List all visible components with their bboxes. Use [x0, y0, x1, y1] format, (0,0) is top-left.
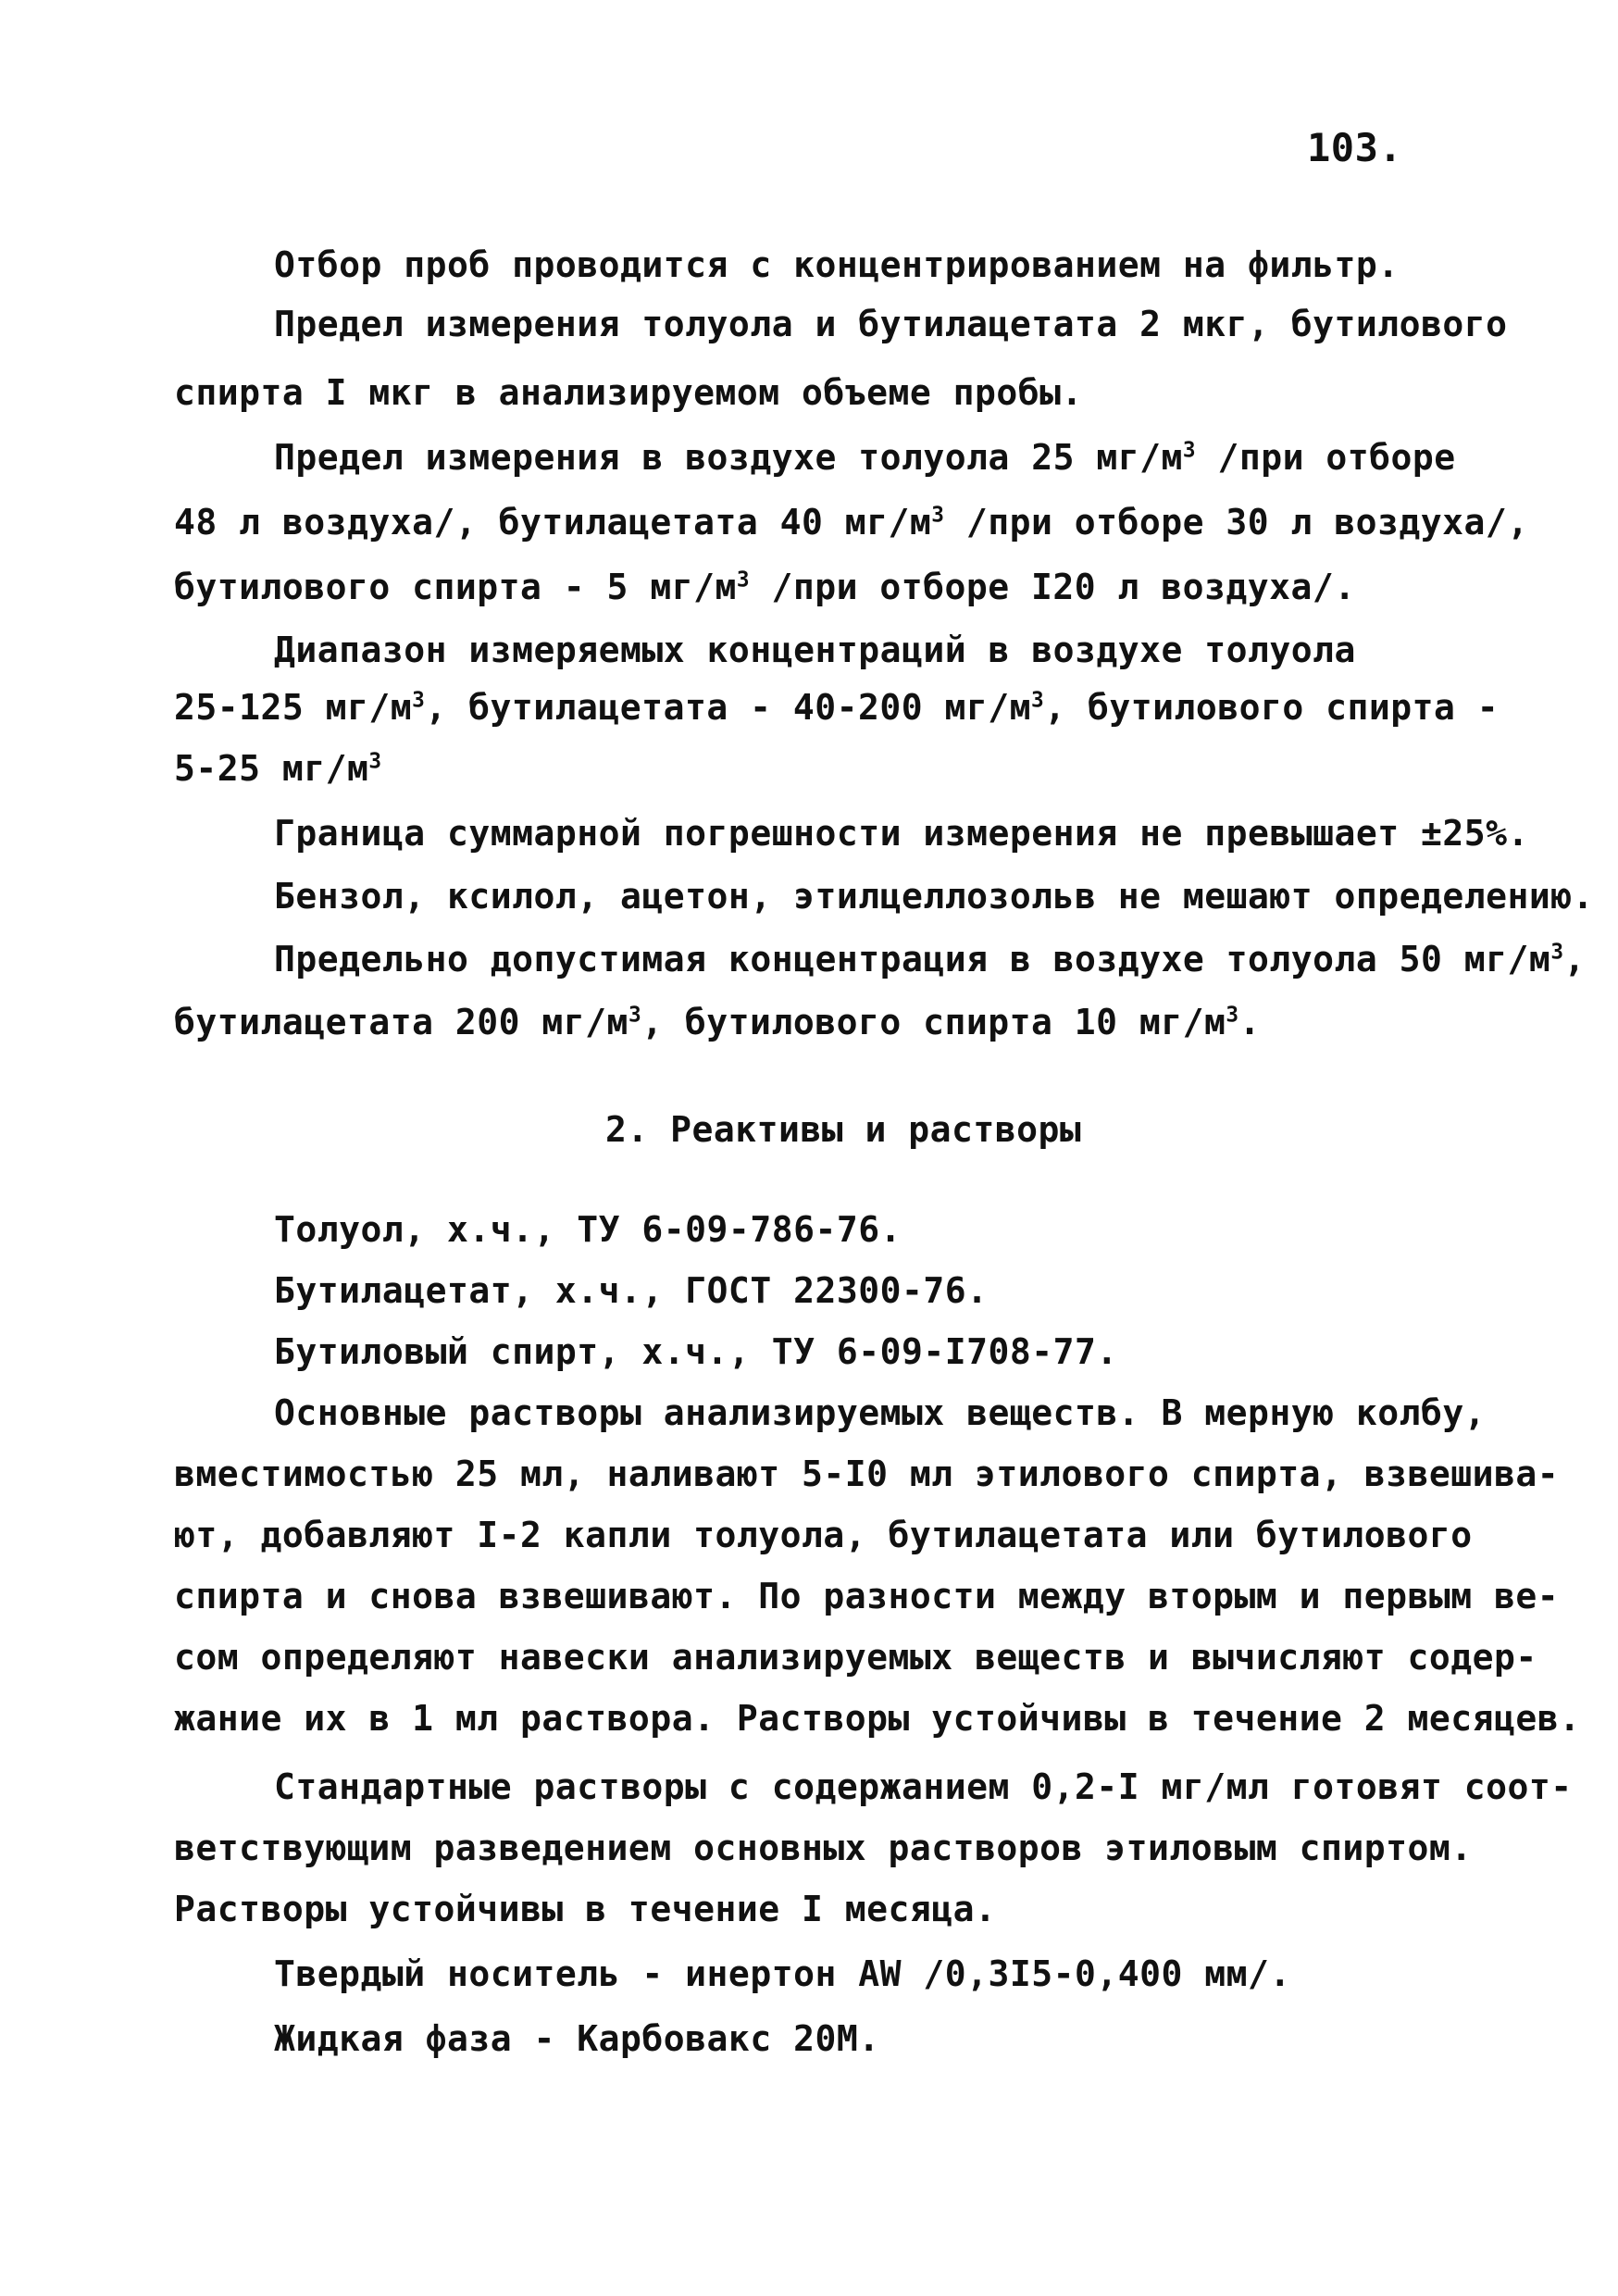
text-line: сом определяют навески анализируемых веществ и вычисляют содер-: [174, 1637, 1537, 1678]
reagent-line: Толуол, х.ч., ТУ 6-09-786-76.: [274, 1209, 902, 1250]
text-line: Растворы устойчивы в течение I месяца.: [174, 1889, 997, 1929]
reagent-line: Бутилацетат, х.ч., ГОСТ 22300-76.: [274, 1270, 989, 1311]
text-line: Бензол, ксилол, ацетон, этилцеллозольв не мешают определению.: [274, 876, 1595, 917]
text-line: вместимостью 25 мл, наливают 5-I0 мл этилового спирта, взвешива-: [174, 1454, 1560, 1494]
text-line: Предел измерения толуола и бутилацетата 2 мкг, бутилового: [274, 304, 1508, 344]
text-line: Отбор проб проводится с концентрированием на фильтр.: [274, 244, 1400, 285]
superscript: 3: [628, 1003, 642, 1028]
text-line: 5-25 $мг/м^3$: [174, 748, 382, 789]
text-line: 48 л воздуха/, бутилацетата 40 $мг/м^3$ /при отборе 30 л воздуха/,: [174, 502, 1529, 543]
superscript: 3: [1031, 688, 1045, 713]
text-line: Граница суммарной погрешности измерения не превышает ±25%.: [274, 813, 1529, 854]
superscript: 3: [412, 688, 426, 713]
section-heading: 2. Реактивы и растворы: [605, 1109, 1082, 1150]
superscript: 3: [1182, 438, 1197, 463]
text-line: бутилацетата 200 $мг/м^3$, бутилового спирта 10 $мг/м^3$.: [174, 1002, 1262, 1042]
reagent-line: Бутиловый спирт, х.ч., ТУ 6-09-I708-77.: [274, 1331, 1118, 1372]
text-line: Основные растворы анализируемых веществ. В мерную колбу,: [274, 1392, 1487, 1433]
superscript: 3: [736, 568, 751, 593]
text-line: ют, добавляют I-2 капли толуола, бутилацетата или бутилового: [174, 1515, 1473, 1555]
page-number: 103.: [1307, 125, 1403, 170]
superscript: 3: [1226, 1003, 1239, 1028]
text-line: Предельно допустимая концентрация в воздухе толуола 50 $мг/м^3$,: [274, 939, 1586, 980]
text-line: 25-125 $мг/м^3$, бутилацетата - 40-200 $мг/м^3$, бутилового спирта -: [174, 687, 1500, 728]
text-line: Твердый носитель - инертон AW /0,3I5-0,400 мм/.: [274, 1953, 1291, 1994]
text-line: спирта I мкг в анализируемом объеме пробы.: [174, 372, 1083, 413]
superscript: 3: [931, 503, 945, 528]
text-line: Предел измерения в воздухе толуола 25 $мг/м^3$ /при отборе: [274, 437, 1456, 478]
text-line: ветствующим разведением основных растворов этиловым спиртом.: [174, 1828, 1473, 1868]
text-line: Стандартные растворы с содержанием 0,2-I мг/мл готовят соот-: [274, 1766, 1573, 1807]
superscript: 3: [1550, 940, 1564, 965]
text-line: спирта и снова взвешивают. По разности между вторым и первым ве-: [174, 1576, 1560, 1616]
text-line: Диапазон измеряемых концентраций в воздухе толуола: [274, 630, 1356, 670]
superscript: 3: [368, 749, 382, 774]
text-line: жание их в 1 мл раствора. Растворы устойчивы в течение 2 месяцев.: [174, 1698, 1581, 1739]
text-line: Жидкая фаза - Карбовакс 20М.: [274, 2018, 880, 2059]
text-line: бутилового спирта - 5 $мг/м^3$ /при отборе I20 л воздуха/.: [174, 567, 1356, 607]
